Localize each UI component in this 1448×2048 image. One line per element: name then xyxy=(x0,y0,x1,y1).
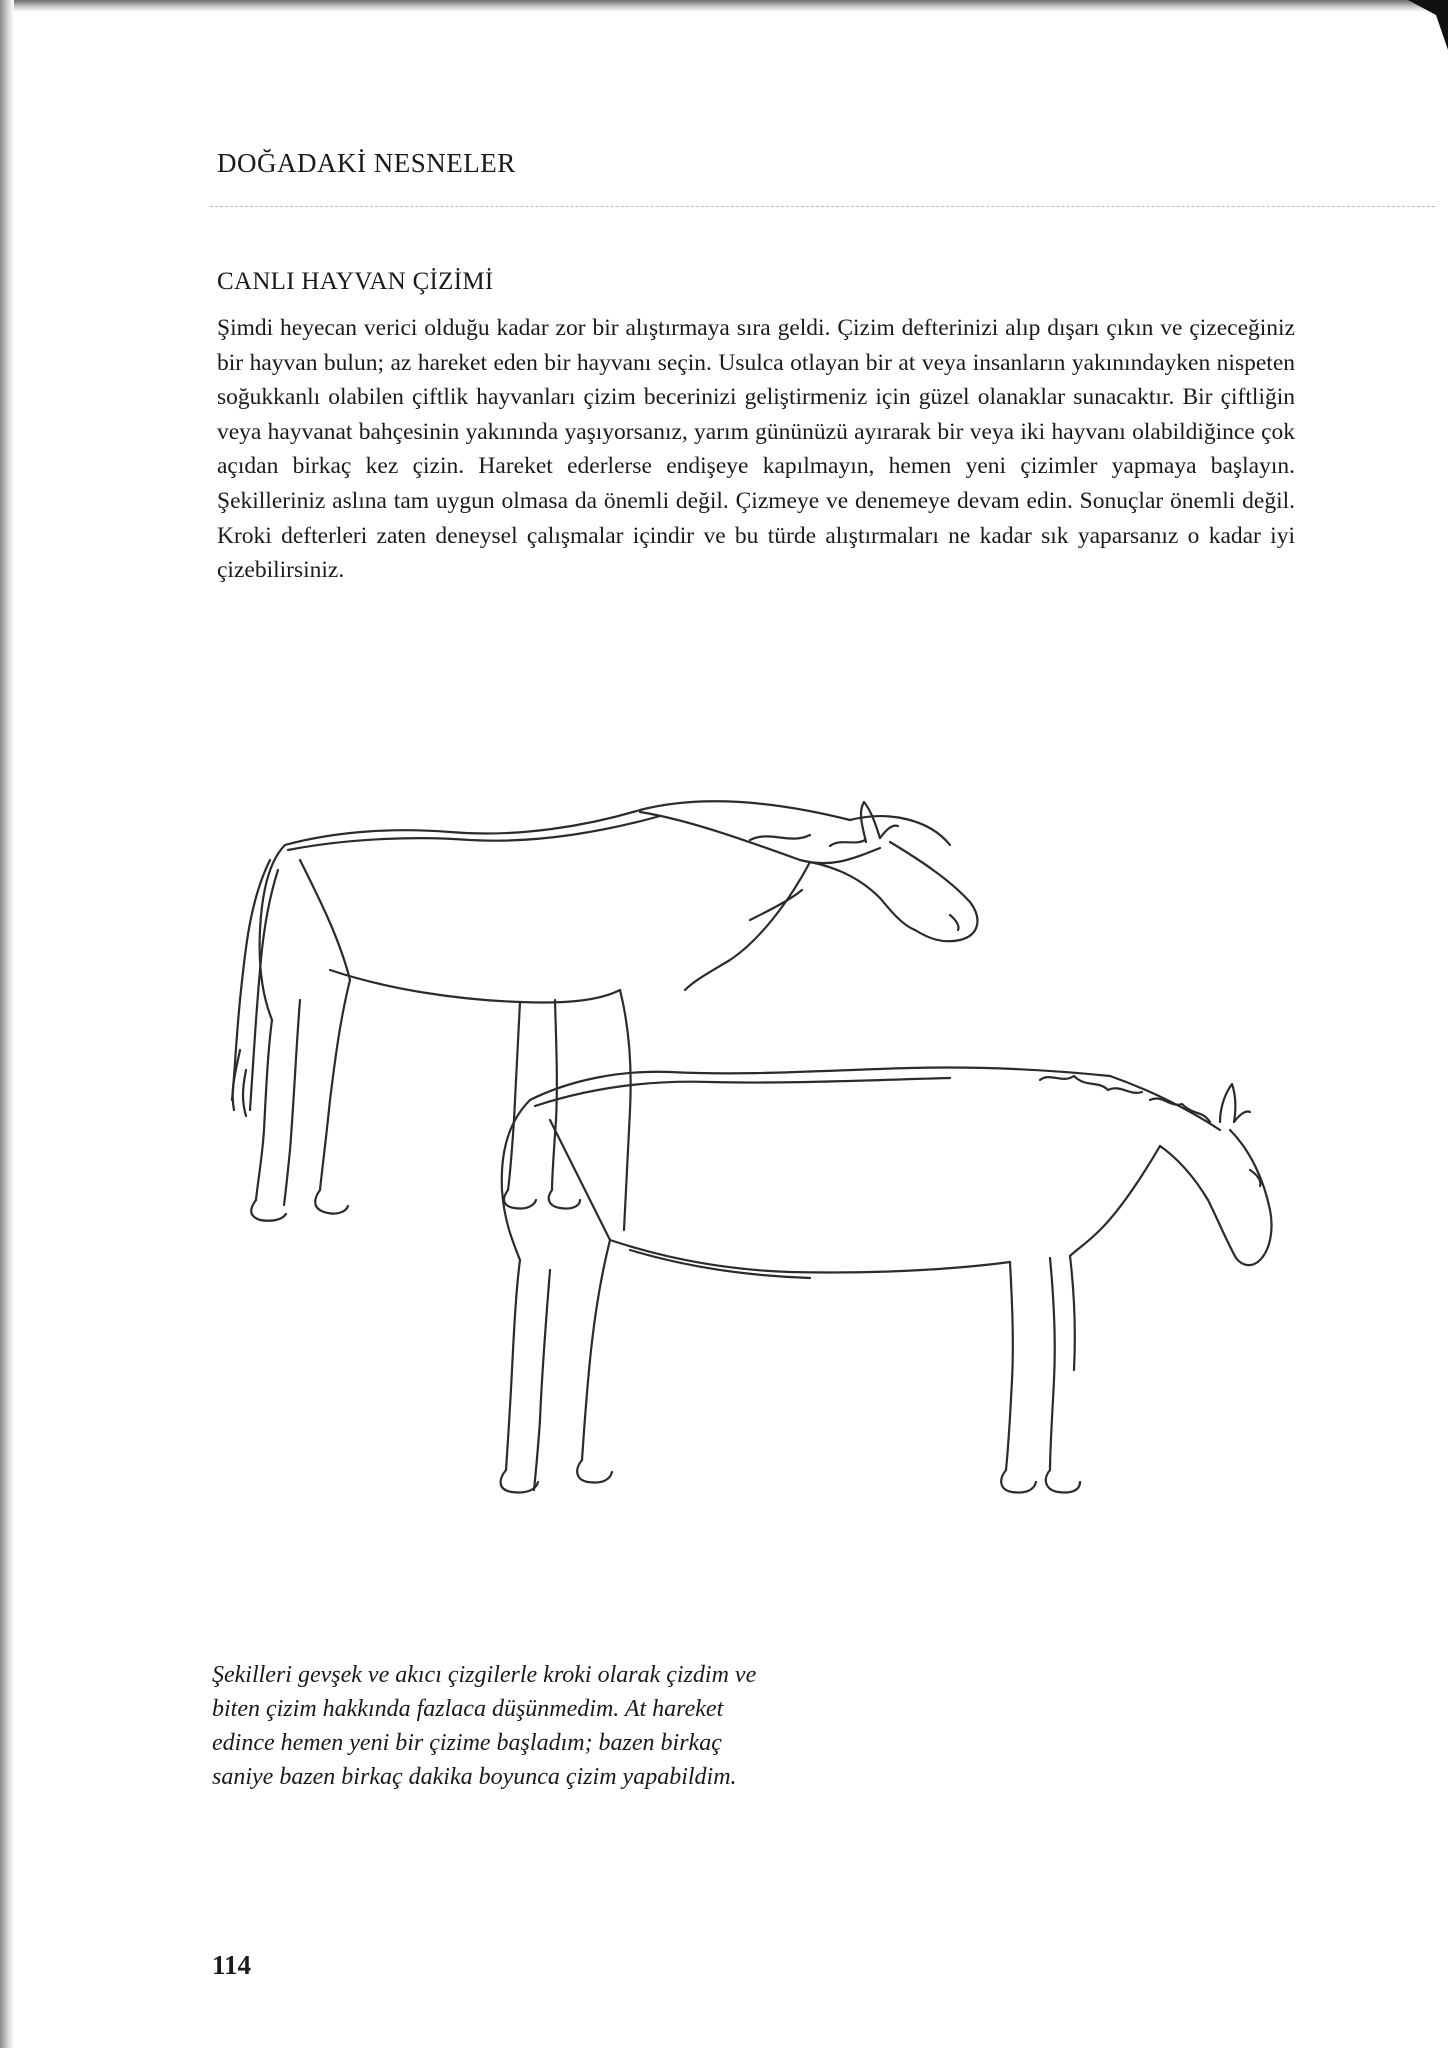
horse-sketch-2 xyxy=(501,1067,1272,1492)
horse-sketch-illustration xyxy=(190,750,1440,1550)
page-number: 114 xyxy=(212,1950,252,1980)
running-head: DOĞADAKİ NESNELER xyxy=(217,148,516,178)
caption-line: biten çizim hakkında fazlaca düşünmedim. At hareket xyxy=(212,1696,724,1722)
caption-line: Şekilleri gevşek ve akıcı çizgilerle kroki olarak çizdim ve xyxy=(212,1662,757,1688)
horse-sketch-1 xyxy=(232,801,977,1230)
scan-edge-top xyxy=(0,0,1448,12)
section-title: CANLI HAYVAN ÇİZİMİ xyxy=(217,268,494,295)
header-rule xyxy=(210,206,1435,207)
body-paragraph: Şimdi heyecan verici olduğu kadar zor bir alıştırmaya sıra geldi. Çizim defterinizi alıp dışarı çıkın ve çizeceğiniz bir hayvan bulun; az hareket eden bir hayvanı seçin. Usulca otlayan bir at veya insanların yakınındayken nispeten soğukkanlı olabilen çiftlik hayvanları çizim becerinizi geliştirmeniz için güzel olanaklar sunacaktır. Bir çiftliğin veya hayvanat bahçesinin yakınında yaşıyorsanız, yarım gününüzü ayırarak bir veya iki hayvanı olabildiğince çok açıdan birkaç kez çizin. Hareket ederlerse endişeye kapılmayın, hemen yeni çizimler yapmaya başlayın. Şekilleriniz aslına tam uygun olmasa da önemli değil. Çizmeye ve denemeye devam edin. Sonuçlar önemli değil. Kroki defterleri zaten deneysel çalışmalar içindir ve bu türde alıştırmaları ne kadar sık yaparsanız o kadar iyi çizebilirsiniz. xyxy=(217,315,1295,584)
scan-edge-left xyxy=(0,0,14,2048)
illustration-caption xyxy=(212,1658,852,1794)
caption-line: edince hemen yeni bir çizime başladım; bazen birkaç xyxy=(212,1730,722,1756)
caption-line: saniye bazen birkaç dakika boyunca çizim yapabildim. xyxy=(212,1764,737,1790)
